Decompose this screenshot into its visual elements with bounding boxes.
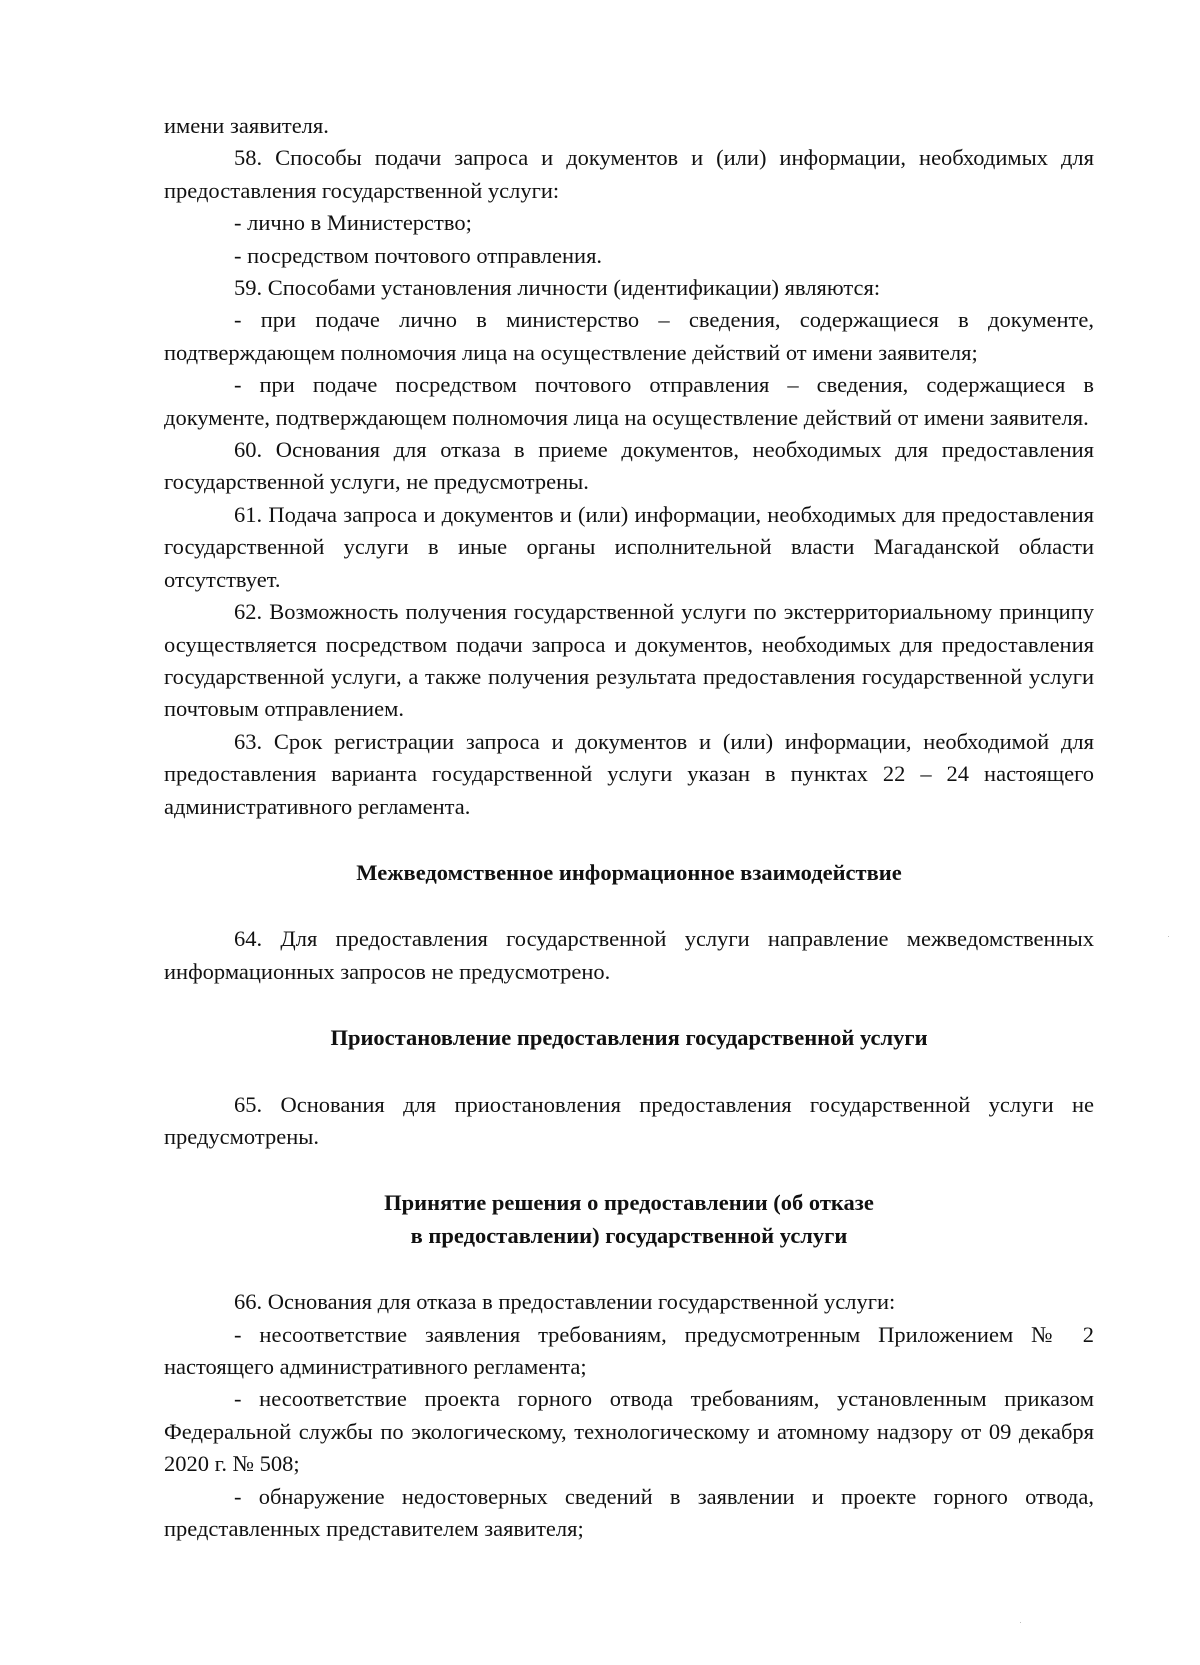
list-item-application-mismatch: - несоответствие заявления требованиям, предусмотренным Приложением № 2 настоящего административного регламента; (164, 1321, 1094, 1379)
section-heading-decision (164, 1187, 1094, 1252)
paragraph-61: 61. Подача запроса и документов и (или) информации, необходимых для предоставления государственной услуги в иные органы исполнительной власти Магаданской области отсутствует. (164, 501, 1094, 592)
paragraph-66: 66. Основания для отказа в предоставлении государственной услуги: (234, 1289, 896, 1315)
list-item-identification-by-mail: - при подаче посредством почтового отправления – сведения, содержащиеся в документе, подтверждающем полномочия лица на осуществление действий от имени заявителя. (164, 372, 1094, 430)
list-item-identification-in-person: - при подаче лично в министерство – сведения, содержащиеся в документе, подтверждающем полномочия лица на осуществление действий от имени заявителя; (164, 307, 1094, 365)
section-heading-suspension (164, 1022, 1094, 1054)
scan-speck (1020, 1622, 1021, 1623)
paragraph-64: 64. Для предоставления государственной услуги направление межведомственных информационных запросов не предусмотрено. (164, 926, 1094, 984)
heading-line: Приостановление предоставления государственной услуги (330, 1025, 928, 1051)
section-heading-interagency (164, 857, 1094, 889)
list-item-by-mail: - посредством почтового отправления. (234, 242, 603, 268)
list-item-project-mismatch: - несоответствие проекта горного отвода требованиям, установленным приказом Федеральной службы по экологическому, технологическому и атомному надзору от 09 декабря 2020 г. № 508; (164, 1386, 1094, 1477)
list-item-false-information: - обнаружение недостоверных сведений в заявлении и проекте горного отвода, представленных представителем заявителя; (164, 1483, 1094, 1542)
paragraph-continuation: имени заявителя. (164, 113, 329, 138)
paragraph-62: 62. Возможность получения государственной услуги по экстерриториальному принципу осуществляется посредством подачи запроса и документов, необходимых для предоставления государственной услуги, а также получения результата предоставления государственной услуги почтовым отправлением. (164, 599, 1094, 722)
heading-line-1: Принятие решения о предоставлении (об отказе (384, 1190, 874, 1216)
paragraph-58: 58. Способы подачи запроса и документов и (или) информации, необходимых для предоставления государственной услуги: (164, 145, 1094, 203)
heading-line: Межведомственное информационное взаимодействие (356, 859, 902, 885)
paragraph-65: 65. Основания для приостановления предоставления государственной услуги не предусмотрены. (164, 1091, 1094, 1149)
scan-speck (1168, 936, 1169, 937)
paragraph-59: 59. Способами установления личности (идентификации) являются: (234, 275, 881, 301)
document-page (164, 110, 1094, 1545)
list-item-in-person: - лично в Министерство; (234, 210, 472, 236)
paragraph-60: 60. Основания для отказа в приеме документов, необходимых для предоставления государственной услуги, не предусмотрены. (164, 437, 1094, 495)
paragraph-63: 63. Срок регистрации запроса и документов и (или) информации, необходимой для предоставления варианта государственной услуги указан в пунктах 22 – 24 настоящего административного регламента. (164, 728, 1094, 819)
heading-line-2: в предоставлении) государственной услуги (410, 1222, 848, 1248)
